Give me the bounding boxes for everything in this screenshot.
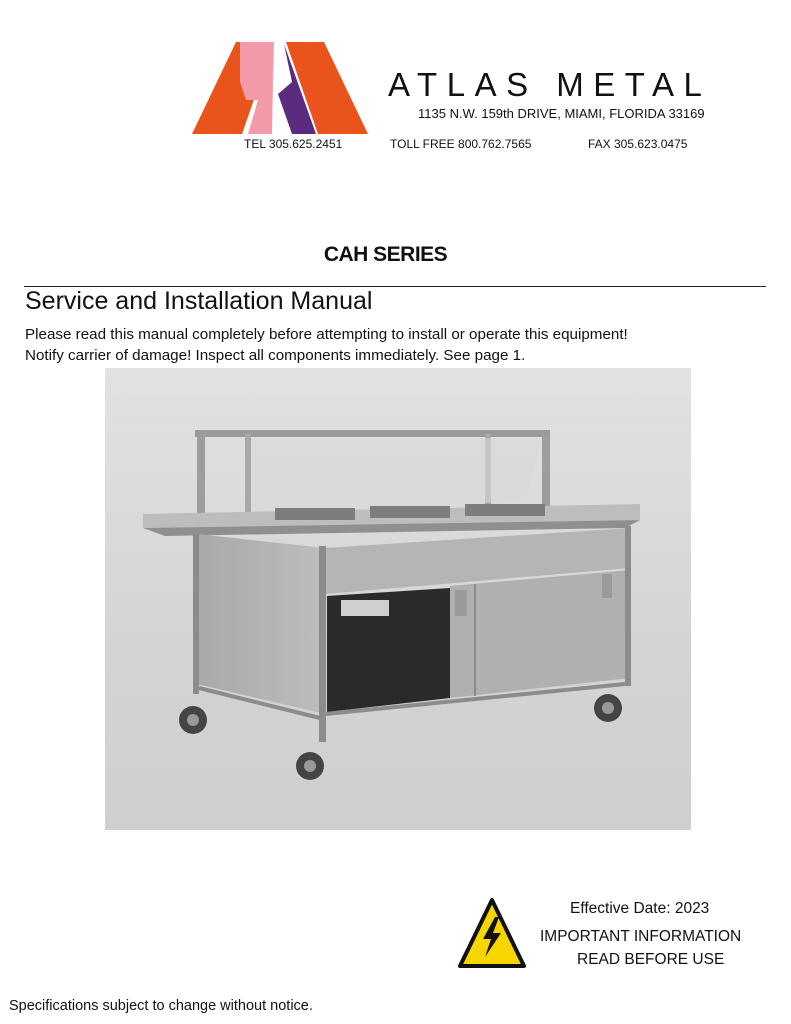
instruction-line-2: Notify carrier of damage! Inspect all components immediately. See page 1. [25,347,526,364]
series-title: CAH SERIES [323,243,448,266]
product-photo [105,368,691,830]
phone-number: TEL 305.625.2451 [244,137,343,151]
important-information-label: IMPORTANT INFORMATION [540,928,742,945]
footer-disclaimer: Specifications subject to change without notice. [9,998,313,1014]
effective-date: Effective Date: 2023 [570,900,710,917]
atlas-metal-logo [192,42,368,134]
instruction-line-1: Please read this manual completely before attempting to install or operate this equipment! [25,326,628,343]
company-address: 1135 N.W. 159th DRIVE, MIAMI, FLORIDA 33169 [418,106,705,121]
manual-title: Service and Installation Manual [25,287,373,315]
read-before-use-label: READ BEFORE USE [577,951,725,968]
company-name: ATLAS METAL [388,66,712,103]
fax-number: FAX 305.623.0475 [588,137,688,151]
electrical-warning-icon [457,897,527,969]
toll-free-number: TOLL FREE 800.762.7565 [390,137,532,151]
